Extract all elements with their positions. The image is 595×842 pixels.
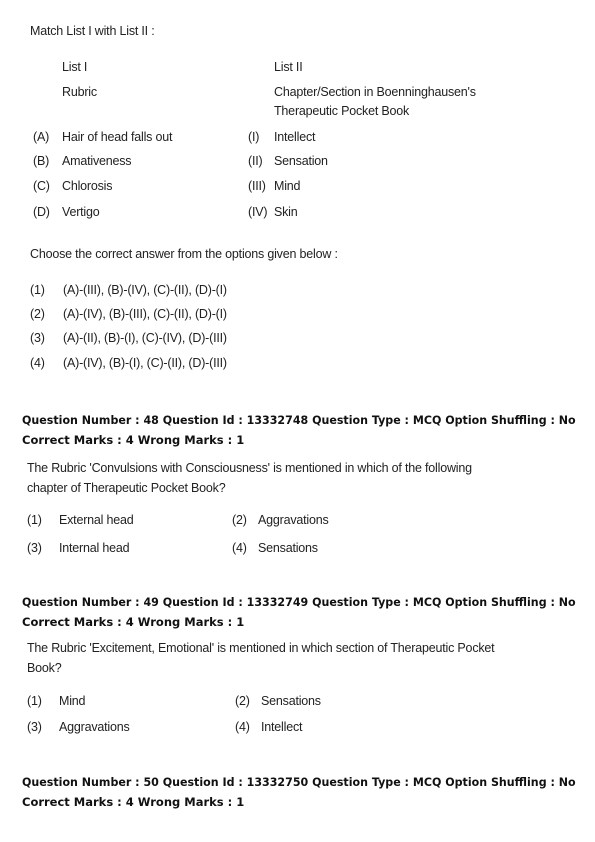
question-marks: Correct Marks : 4 Wrong Marks : 1 xyxy=(22,795,245,809)
option-number: (4) xyxy=(30,356,45,370)
option-text: (A)-(IV), (B)-(I), (C)-(II), (D)-(III) xyxy=(63,356,227,370)
list2-item-label: (II) xyxy=(248,154,263,168)
list2-item-text: Intellect xyxy=(274,130,316,144)
option-number: (3) xyxy=(30,331,45,345)
list1-item-label: (C) xyxy=(33,179,50,193)
option-number: (2) xyxy=(235,694,250,708)
list1-item-label: (D) xyxy=(33,205,50,219)
question-header: Question Number : 48 Question Id : 13332748 Question Type : MCQ Option Shuffling : No xyxy=(22,413,576,427)
list2-item-label: (I) xyxy=(248,130,260,144)
option-text: (A)-(III), (B)-(IV), (C)-(II), (D)-(I) xyxy=(63,283,227,297)
list1-item-text: Hair of head falls out xyxy=(62,130,173,144)
option-text: (A)-(II), (B)-(I), (C)-(IV), (D)-(III) xyxy=(63,331,227,345)
option-number: (1) xyxy=(27,513,42,527)
option-number: (3) xyxy=(27,541,42,555)
question-header: Question Number : 50 Question Id : 13332750 Question Type : MCQ Option Shuffling : No xyxy=(22,775,576,789)
list1-subheader: Rubric xyxy=(62,85,97,99)
question-text: Book? xyxy=(27,661,62,675)
option-text: Aggravations xyxy=(258,513,329,527)
option-text: Intellect xyxy=(261,720,303,734)
option-number: (3) xyxy=(27,720,42,734)
match-instruction: Match List I with List II : xyxy=(30,24,155,38)
list1-header: List I xyxy=(62,60,88,74)
option-number: (2) xyxy=(30,307,45,321)
option-text: (A)-(IV), (B)-(III), (C)-(II), (D)-(I) xyxy=(63,307,227,321)
option-text: Internal head xyxy=(59,541,130,555)
list2-item-text: Mind xyxy=(274,179,301,193)
option-text: Sensations xyxy=(261,694,321,708)
list2-item-label: (IV) xyxy=(248,205,268,219)
list2-item-text: Sensation xyxy=(274,154,328,168)
question-marks: Correct Marks : 4 Wrong Marks : 1 xyxy=(22,433,245,447)
list2-header: List II xyxy=(274,60,303,74)
question-text: The Rubric 'Excitement, Emotional' is mentioned in which section of Therapeutic Pocket xyxy=(27,641,495,655)
question-text: chapter of Therapeutic Pocket Book? xyxy=(27,481,226,495)
option-number: (2) xyxy=(232,513,247,527)
choose-instruction: Choose the correct answer from the options given below : xyxy=(30,247,338,261)
option-text: External head xyxy=(59,513,134,527)
list2-item-label: (III) xyxy=(248,179,266,193)
list2-item-text: Skin xyxy=(274,205,298,219)
list2-subheader-line1: Chapter/Section in Boenninghausen's xyxy=(274,85,476,99)
list1-item-text: Vertigo xyxy=(62,205,100,219)
list1-item-text: Chlorosis xyxy=(62,179,113,193)
option-number: (4) xyxy=(232,541,247,555)
option-number: (1) xyxy=(30,283,45,297)
question-text: The Rubric 'Convulsions with Consciousness' is mentioned in which of the following xyxy=(27,461,472,475)
option-number: (4) xyxy=(235,720,250,734)
question-marks: Correct Marks : 4 Wrong Marks : 1 xyxy=(22,615,245,629)
option-text: Sensations xyxy=(258,541,318,555)
list2-subheader-line2: Therapeutic Pocket Book xyxy=(274,104,410,118)
list1-item-label: (B) xyxy=(33,154,50,168)
option-number: (1) xyxy=(27,694,42,708)
option-text: Mind xyxy=(59,694,86,708)
question-header: Question Number : 49 Question Id : 13332749 Question Type : MCQ Option Shuffling : No xyxy=(22,595,576,609)
option-text: Aggravations xyxy=(59,720,130,734)
list1-item-text: Amativeness xyxy=(62,154,132,168)
list1-item-label: (A) xyxy=(33,130,50,144)
